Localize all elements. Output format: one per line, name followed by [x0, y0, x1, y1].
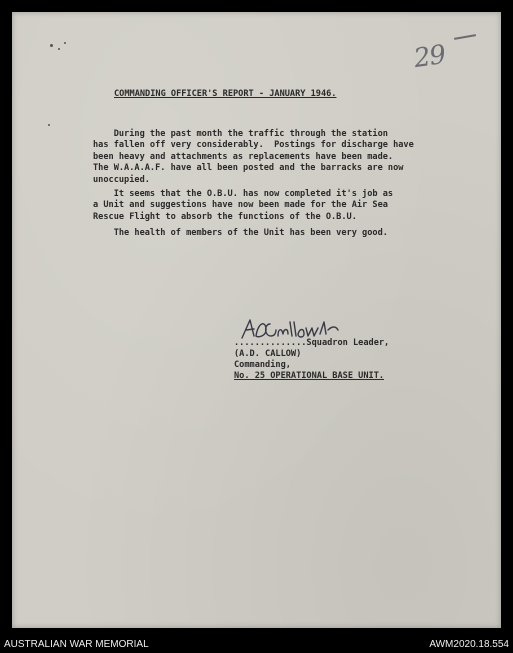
text-line: The W.A.A.A.F. have all been posted and the barracks are now — [93, 163, 404, 174]
paragraph-health — [93, 228, 433, 239]
paper-speck — [64, 42, 66, 44]
text-line: been heavy and attachments as replacements have been made. — [93, 151, 394, 162]
text-line: a Unit and suggestions have now been made for the Air Sea — [93, 200, 388, 211]
rank-line: ..............Squadron Leader, — [234, 338, 390, 348]
paragraph-traffic — [93, 129, 433, 186]
folio-number: 29 — [412, 39, 448, 75]
signatory-role: Commanding, — [234, 360, 291, 370]
signature-block — [234, 316, 454, 386]
footer-institution: AUSTRALIAN WAR MEMORIAL — [4, 639, 149, 650]
signatory-unit: No. 25 OPERATIONAL BASE UNIT. — [234, 371, 385, 381]
text-line: unoccupied. — [93, 174, 150, 185]
document-page — [12, 12, 501, 628]
text-line: During the past month the traffic through the station — [93, 129, 388, 139]
paper-speck — [50, 44, 53, 47]
folio-mark — [454, 34, 476, 40]
text-line: It seems that the O.B.U. has now completed it's job as — [93, 189, 394, 199]
paper-speck — [58, 48, 60, 50]
signatory-name: (A.D. CALLOW) — [234, 349, 302, 359]
footer-accession-number: AWM2020.18.554 — [429, 639, 509, 650]
paragraph-obu — [93, 189, 433, 223]
text-line: Rescue Flight to absorb the functions of the O.B.U. — [93, 211, 357, 222]
paper-speck — [48, 124, 50, 126]
text-line: has fallen off very considerably. Postings for discharge have — [93, 140, 414, 151]
text-line: The health of members of the Unit has been very good. — [93, 228, 388, 238]
report-title: COMMANDING OFFICER'S REPORT - JANUARY 1946. — [114, 89, 337, 99]
